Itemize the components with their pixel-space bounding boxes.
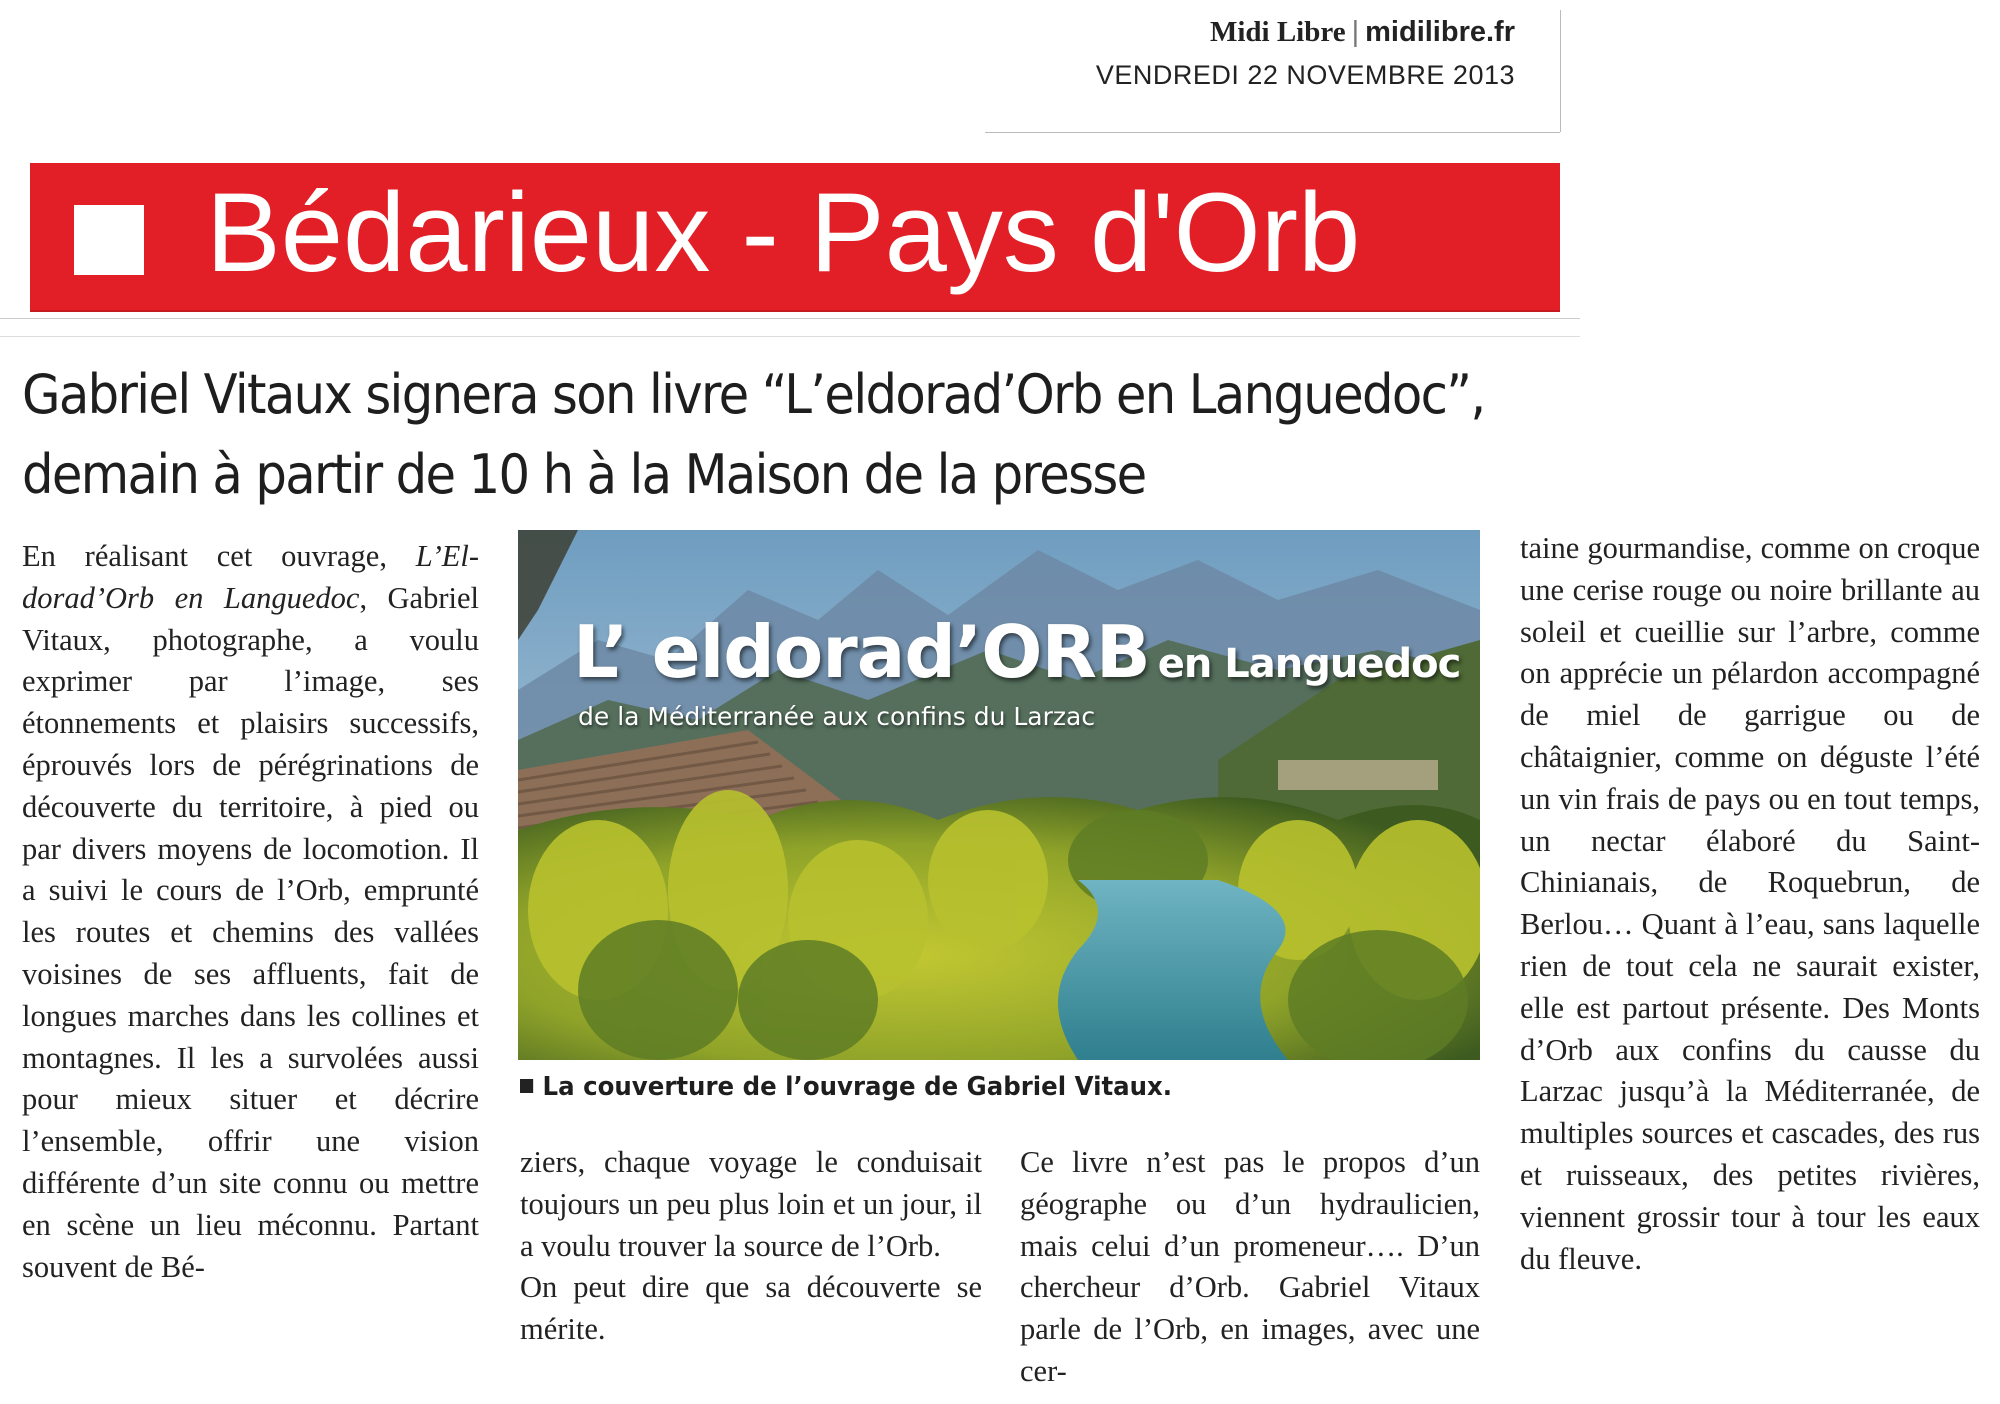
book-title: L’Eldorad’Orb en Languedoc <box>22 539 479 615</box>
article-paragraph: Ce livre n’est pas le propos d’un géographe ou d’un hydraulicien, mais celui d’un promeneur…. D’un chercheur d’Orb. Gabriel Vitaux parle de l’Orb, en images, avec une cer- <box>1020 1145 1480 1388</box>
masthead <box>1000 10 1515 95</box>
article-headline <box>22 355 1494 515</box>
banner-square-marker <box>74 205 144 275</box>
article-column-4 <box>1520 528 1980 1280</box>
section-title: Bédarieux - Pays d'Orb <box>206 170 1361 295</box>
book-cover-photo <box>518 530 1480 1060</box>
article-column-2 <box>520 1142 982 1351</box>
text-run: , Gabriel Vitaux, photographe, a voulu exprimer par l’image, ses étonnements et plaisirs successifs, éprouvés lors de pérégrinations de découverte du territoire, à pied ou par divers moyens de locomotion. Il a suivi le cours de l’Orb, emprunté les routes et chemins des vallées voisines de ses affluents, fait de longues marches dans les collines et montagnes. Il les a survolées aussi pour mieux situer et décrire l’ensemble, offrir une vision différente d’un site connu ou mettre en scène un lieu méconnu. Partant souvent de Bé- <box>22 580 479 1284</box>
article-paragraph: ziers, chaque voyage le conduisait toujours un peu plus loin et un jour, il a voulu trouver la source de l’Orb. <box>520 1145 982 1263</box>
masthead-separator: | <box>1351 16 1360 48</box>
article-paragraph: taine gourmandise, comme on croque une cerise rouge ou noire brillante au soleil et cueillie sur l’arbre, comme on apprécie un pélardon accompagné de miel de garrigue ou de châtaignier, comme on déguste l’été un vin frais de pays ou en tout temps, un nectar élaboré du Saint-Chinianais, de Roquebrun, de Berlou… Quant à l’eau, sans laquelle rien de tout cela ne saurait exister, elle est partout présente. Des Monts d’Orb aux confins du causse du Larzac jusqu’à la Méditerranée, de multiples sources et cascades, des rus et ruisseaux, des petites rivières, viennent grossir tour à tour les eaux du fleuve. <box>1520 531 1980 1276</box>
article-column-1 <box>22 536 479 1288</box>
newspaper-website: midilibre.fr <box>1365 16 1515 48</box>
article-paragraph: On peut dire que sa découverte se mérite. <box>520 1270 982 1347</box>
divider-rule <box>0 336 1580 337</box>
headline-line-2: demain à partir de 10 h à la Maison de la presse <box>22 443 1146 506</box>
newspaper-name: Midi Libre <box>1209 16 1346 48</box>
masthead-title <box>1210 16 1515 49</box>
caption-text: La couverture de l’ouvrage de Gabriel Vitaux. <box>542 1072 1173 1102</box>
article-column-3 <box>1020 1142 1480 1393</box>
section-banner <box>30 163 1560 310</box>
divider-rule <box>0 318 1580 319</box>
text-run: En réalisant cet ouvrage, <box>22 539 416 573</box>
cover-subtitle: de la Méditerranée aux confins du Larzac <box>578 702 1096 731</box>
masthead-vertical-rule <box>1560 10 1561 132</box>
cover-title-small: en Languedoc <box>1157 641 1461 687</box>
article-paragraph <box>22 536 479 1288</box>
photo-caption <box>520 1072 1172 1102</box>
publication-date: VENDREDI 22 NOVEMBRE 2013 <box>1095 60 1515 90</box>
cover-title <box>573 610 1460 694</box>
masthead-horizontal-rule <box>985 132 1560 133</box>
headline-line-1: Gabriel Vitaux signera son livre “L’eldorad’Orb en Languedoc”, <box>22 363 1485 426</box>
caption-square-marker <box>520 1079 533 1093</box>
cover-title-main: L’ eldorad’ORB <box>573 610 1150 694</box>
